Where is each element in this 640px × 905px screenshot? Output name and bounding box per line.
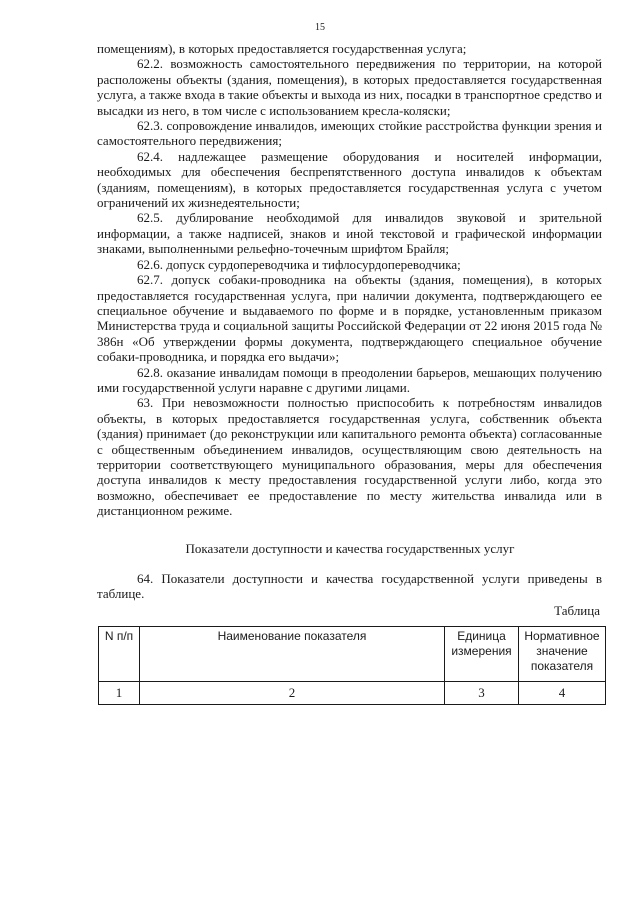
paragraph: 62.8. оказание инвалидам помощи в преодолении барьеров, мешающих получению ими государственной услуги наравне с другими лицами. — [97, 364, 602, 395]
section-heading: Показатели доступности и качества государственных услуг — [185, 541, 515, 556]
paragraph: 62.3. сопровождение инвалидов, имеющих стойкие расстройства функции зрения и самостоятельного передвижения; — [97, 118, 602, 149]
header-indicator-name: Наименование показателя — [140, 627, 445, 682]
paragraph-64: 64. Показатели доступности и качества государственной услуги приведены в таблице. — [97, 571, 602, 602]
indicators-table — [98, 626, 606, 705]
paragraph: 62.6. допуск сурдопереводчика и тифлосурдопереводчика; — [137, 256, 461, 272]
table-cell: 2 — [140, 682, 445, 705]
paragraph: 62.5. дублирование необходимой для инвалидов звуковой и зрительной информации, а также надписей, знаков и иной текстовой и графической информации знаками, выполненными рельефно-точечным шрифтом Брайля; — [97, 210, 602, 257]
header-normative-value: Нормативное значение показателя — [519, 627, 606, 682]
paragraph: 62.4. надлежащее размещение оборудования и носителей информации, необходимых для обеспечения беспрепятственного доступа инвалидов к объектам (зданиям, помещениям), в которых предоставляется государственная услуга с учетом ограничений их жизнедеятельности; — [97, 148, 602, 211]
table-row — [99, 682, 606, 705]
paragraph: помещениям), в которых предоставляется государственная услуга; — [97, 41, 467, 56]
header-number: N п/п — [99, 627, 140, 682]
body-text — [97, 41, 602, 519]
header-unit: Единица измерения — [445, 627, 519, 682]
page-number: 15 — [315, 22, 325, 33]
table-header-row — [99, 627, 606, 682]
table-cell: 3 — [445, 682, 519, 705]
table-caption: Таблица — [554, 603, 600, 618]
table-cell: 4 — [519, 682, 606, 705]
paragraph: 62.7. допуск собаки-проводника на объекты (здания, помещения), в которых предоставляется государственная услуга, при наличии документа, подтверждающего ее специальное обучение и выдаваемого по форме и в порядке, установленным приказом Министерства труда и социальной защиты Российской Федерации от 22 июня 2015 года № 386н «Об утверждении формы документа, подтверждающего специальное обучение собаки-проводника, и порядка его выдачи»; — [97, 272, 602, 365]
table-cell: 1 — [99, 682, 140, 705]
paragraph: 63. При невозможности полностью приспособить к потребностям инвалидов объекты, в которых предоставляется государственная услуга, собственник объекта (здания) принимает (до реконструкции или капитального ремонта объекта) согласованные с общественным объединением инвалидов, осуществляющим свою деятельность на территории соответствующего муниципального образования, меры для обеспечения доступа инвалидов к месту предоставления государственной услуги либо, когда это возможно, обеспечивает ее предоставление по месту жительства инвалида или в дистанционном режиме. — [97, 395, 602, 519]
paragraph: 62.2. возможность самостоятельного передвижения по территории, на которой расположены объекты (здания, помещения), в которых предоставляется государственная услуга, а также входа в такие объекты и выхода из них, посадки в транспортное средство и высадки из него, в том числе с использованием кресла-коляски; — [97, 56, 602, 118]
